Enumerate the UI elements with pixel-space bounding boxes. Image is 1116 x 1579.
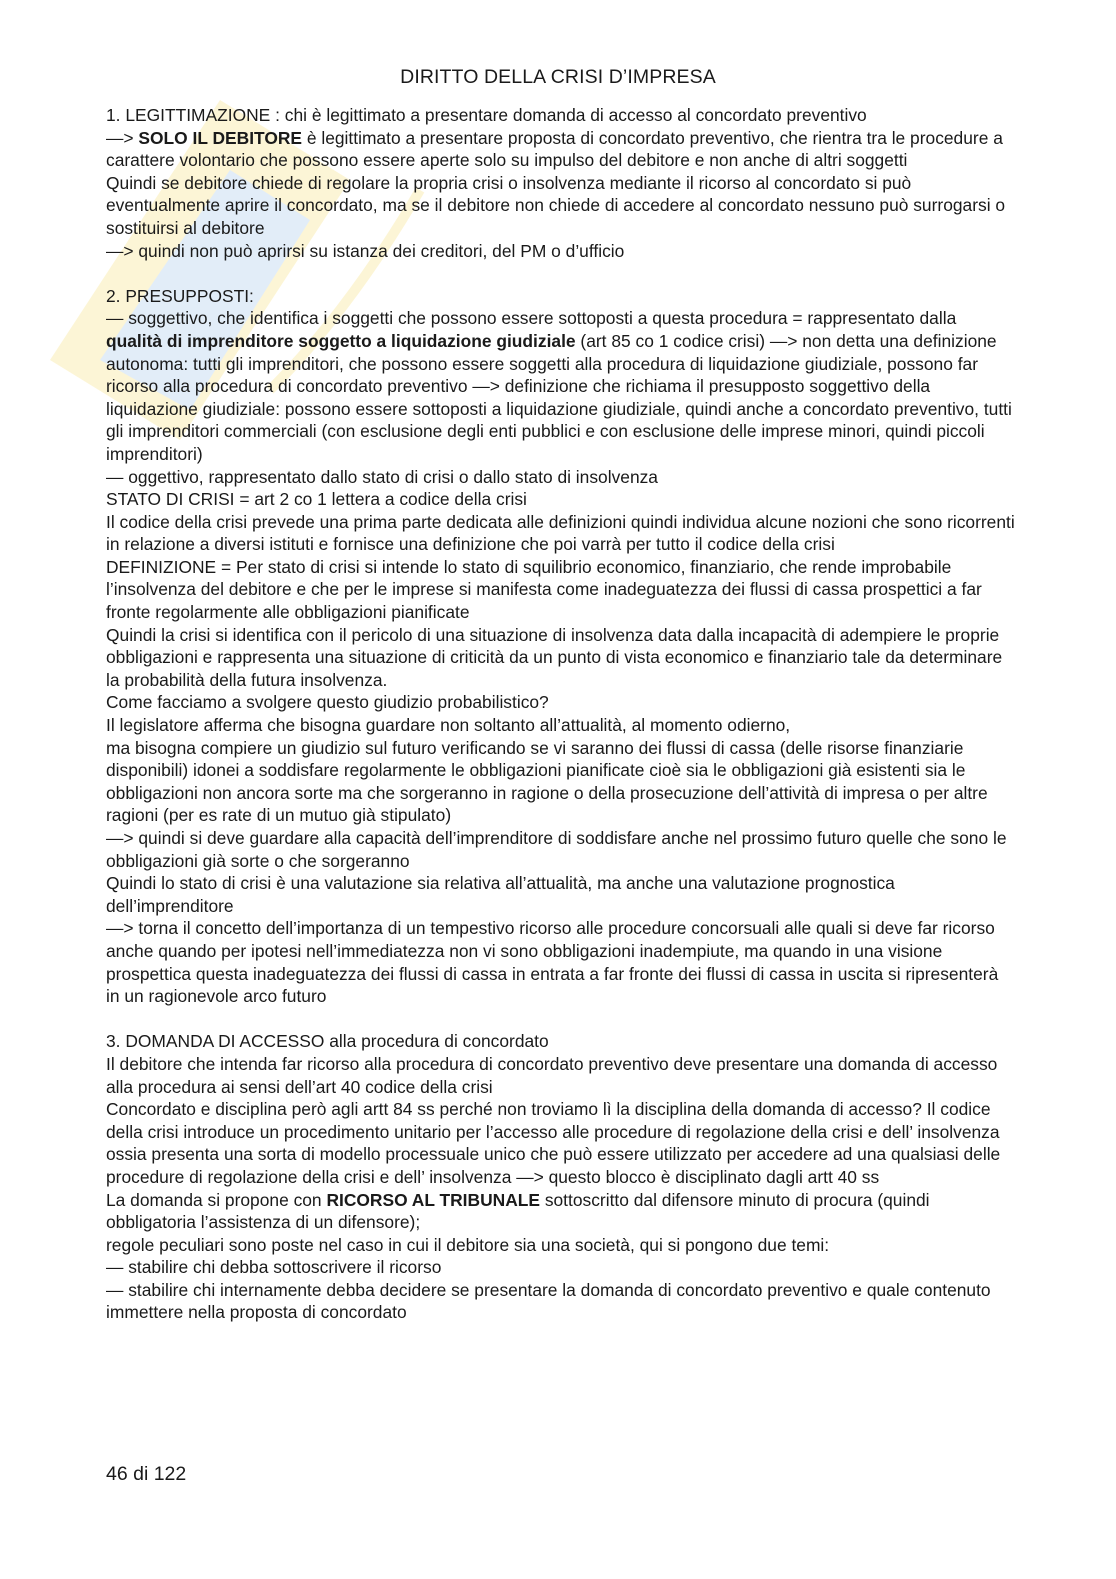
paragraph: Come facciamo a svolgere questo giudizio probabilistico?: [106, 692, 549, 713]
document-body: [106, 104, 1016, 1324]
paragraph: — soggettivo, che identifica i soggetti che possono essere sottoposti a questa procedura = rappresentato dalla qualità di imprenditore soggetto a liquidazione giudiziale (art 85 co 1 codice crisi) —> non detta una definizione autonoma: tutti gli imprenditori, che possono essere soggetti alla procedura di liquidazione giudiziale, possono far ricorso alla procedura di concordato preventivo —> definizione che richiama il presupposto soggettivo della liquidazione giudiziale: possono essere sottoposti a liquidazione giudiziale, quindi anche a concordato preventivo, tutti gli imprenditori commerciali (con esclusione degli enti pubblici e con esclusione delle imprese minori, quindi piccoli imprenditori): [106, 308, 1012, 464]
paragraph: DEFINIZIONE = Per stato di crisi si intende lo stato di squilibrio economico, finanziario, che rende improbabile l’insolvenza del debitore e che per le imprese si manifesta come inadeguatezza dei flussi di cassa prospettici a far fronte regolarmente alle obbligazioni pianificate: [106, 556, 982, 623]
paragraph: Il codice della crisi prevede una prima parte dedicata alle definizioni quindi individua alcune nozioni che sono ricorrenti in relazione a diversi istituti e fornisce una definizione che poi varrà per tutto il codice della crisi: [106, 511, 1015, 555]
paragraph: 2. PRESUPPOSTI:: [106, 285, 254, 306]
paragraph: Il debitore che intenda far ricorso alla procedura di concordato preventivo deve presentare una domanda di accesso alla procedura ai sensi dell’art 40 codice della crisi: [106, 1053, 998, 1097]
paragraph: La domanda si propone con RICORSO AL TRIBUNALE sottoscritto dal difensore minuto di procura (quindi obbligatoria l’assistenza di un difensore);: [106, 1189, 930, 1233]
paragraph: Quindi se debitore chiede di regolare la propria crisi o insolvenza mediante il ricorso al concordato si può eventualmente aprire il concordato, ma se il debitore non chiede di accedere al concordato nessuno può surrogarsi o sostituirsi al debitore: [106, 172, 1006, 238]
paragraph: — oggettivo, rappresentato dallo stato di crisi o dallo stato di insolvenza: [106, 466, 658, 487]
paragraph: —> SOLO IL DEBITORE è legittimato a presentare proposta di concordato preventivo, che rientra tra le procedure a carattere volontario che possono essere aperte solo su impulso del debitore e non anche di altri soggetti: [106, 127, 1003, 171]
paragraph: — stabilire chi debba sottoscrivere il ricorso: [106, 1257, 442, 1278]
paragraph: —> quindi non può aprirsi su istanza dei creditori, del PM o d’ufficio: [106, 240, 625, 261]
page-title: DIRITTO DELLA CRISI D’IMPRESA: [400, 66, 716, 88]
paragraph: STATO DI CRISI = art 2 co 1 lettera a codice della crisi: [106, 489, 527, 510]
section-presupposti: [106, 285, 1016, 1008]
paragraph: —> quindi si deve guardare alla capacità dell’imprenditore di soddisfare anche nel prossimo futuro quelle che sono le obbligazioni già sorte o che sorgeranno: [106, 828, 1007, 871]
paragraph: Il legislatore afferma che bisogna guardare non soltanto all’attualità, al momento odierno,: [106, 715, 791, 736]
paragraph: Quindi lo stato di crisi è una valutazione sia relativa all’attualità, ma anche una valutazione prognostica dell’imprenditore: [106, 873, 895, 916]
page-number: 46 di 122: [106, 1463, 187, 1485]
paragraph: 3. DOMANDA DI ACCESSO alla procedura di concordato: [106, 1031, 549, 1052]
section-domanda-accesso: [106, 1030, 1016, 1324]
paragraph: —> torna il concetto dell’importanza di un tempestivo ricorso alle procedure concorsuali alle quali si deve far ricorso anche quando per ipotesi nell’immediatezza non vi sono obbligazioni inadempiute, ma quando in una visione prospettica questa inadeguatezza dei flussi di cassa in entrata a far fronte dei flussi di cassa in uscita si ripresenterà in un ragionevole arco futuro: [106, 918, 999, 1007]
paragraph: — stabilire chi internamente debba decidere se presentare la domanda di concordato preventivo e quale contenuto immettere nella proposta di concordato: [106, 1279, 991, 1323]
paragraph: Concordato e disciplina però agli artt 84 ss perché non troviamo lì la disciplina della domanda di accesso? Il codice della crisi introduce un procedimento unitario per l’accesso alle procedure di regolazione della crisi e dell’ insolvenza ossia presenta una sorta di modello processuale unico che può essere utilizzato per accedere ad una qualsiasi delle procedure di regolazione della crisi e dell’ insolvenza —> questo blocco è disciplinato dagli artt 40 ss: [106, 1099, 1001, 1187]
paragraph: ma bisogna compiere un giudizio sul futuro verificando se vi saranno dei flussi di cassa (delle risorse finanziarie disponibili) idonei a soddisfare regolarmente le obbligazioni pianificate cioè sia le obbligazioni già esistenti sia le obbligazioni non ancora sorte ma che sorgeranno in ragione o della prosecuzione dell’attività di impresa o per altre ragioni (per es rate di un mutuo già stipulato): [106, 737, 988, 826]
section-legittimazione: [106, 104, 1016, 262]
paragraph: 1. LEGITTIMAZIONE : chi è legittimato a presentare domanda di accesso al concordato preventivo: [106, 105, 867, 125]
paragraph: regole peculiari sono poste nel caso in cui il debitore sia una società, qui si pongono due temi:: [106, 1234, 830, 1255]
paragraph: Quindi la crisi si identifica con il pericolo di una situazione di insolvenza data dalla incapacità di adempiere le proprie obbligazioni e rappresenta una situazione di criticità da un punto di vista economico e finanziario tale da determinare la probabilità della futura insolvenza.: [106, 624, 1003, 690]
